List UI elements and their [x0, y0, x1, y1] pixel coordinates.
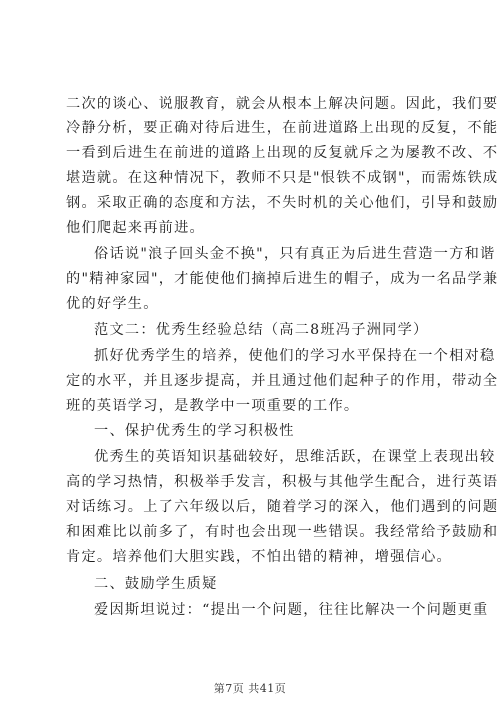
- text-line: 的"精神家园"，才能使他们摘掉后进生的帽子，成为一名品学兼: [66, 271, 499, 287]
- text-line: 冷静分析，要正确对待后进生，在前进道路上出现的反复，不能: [66, 120, 499, 136]
- text-line: 他们爬起来再前进。: [66, 220, 205, 236]
- text-line: 定的水平，并且逐步提高，并且通过他们起种子的作用，带动全: [66, 373, 499, 389]
- text-line: 对话练习。上了六年级以后，随着学习的深入，他们遇到的问题: [66, 499, 499, 515]
- text-line: 高的学习热情，积极举手发言，积极与其他学生配合，进行英语: [66, 474, 499, 490]
- paragraph-start-line: 俗话说"浪子回头金不换"，只有真正为后进生营造一方和谐: [94, 246, 496, 262]
- text-line: 班的英语学习，是教学中一项重要的工作。: [66, 398, 360, 414]
- text-line: 肯定。培养他们大胆实践，不怕出错的精神，增强信心。: [66, 549, 452, 565]
- paragraph-start-line: 优秀生的英语知识基础较好，思维活跃，在课堂上表现出较: [94, 449, 496, 465]
- paragraph-start-line: 抓好优秀学生的培养，使他们的学习水平保持在一个相对稳: [94, 348, 496, 364]
- text-line: 和困难比以前多了，有时也会出现一些错误。我经常给予鼓励和: [66, 524, 499, 540]
- text-line: 钢。采取正确的态度和方法，不失时机的关心他们，引导和鼓励: [66, 195, 499, 211]
- page-number-footer: 第7页 共41页: [213, 682, 287, 695]
- paragraph-start-line: 爱因斯坦说过：“提出一个问题，往往比解决一个问题更重: [94, 602, 489, 618]
- section-heading: 二、鼓励学生质疑: [94, 576, 218, 592]
- section-heading: 一、保护优秀生的学习积极性: [94, 423, 295, 439]
- text-line: 优的好学生。: [66, 296, 159, 312]
- text-line: 一看到后进生在前进的道路上出现的反复就斥之为屡教不改、不: [66, 145, 499, 161]
- section-heading: 范文二：优秀生经验总结（高二8班冯子洲同学）: [94, 322, 429, 338]
- text-line: 堪造就。在这种情况下，教师不只是"恨铁不成钢"，而需炼铁成: [66, 170, 499, 186]
- text-line: 二次的谈心、说服教育，就会从根本上解决问题。因此，我们要: [66, 96, 499, 112]
